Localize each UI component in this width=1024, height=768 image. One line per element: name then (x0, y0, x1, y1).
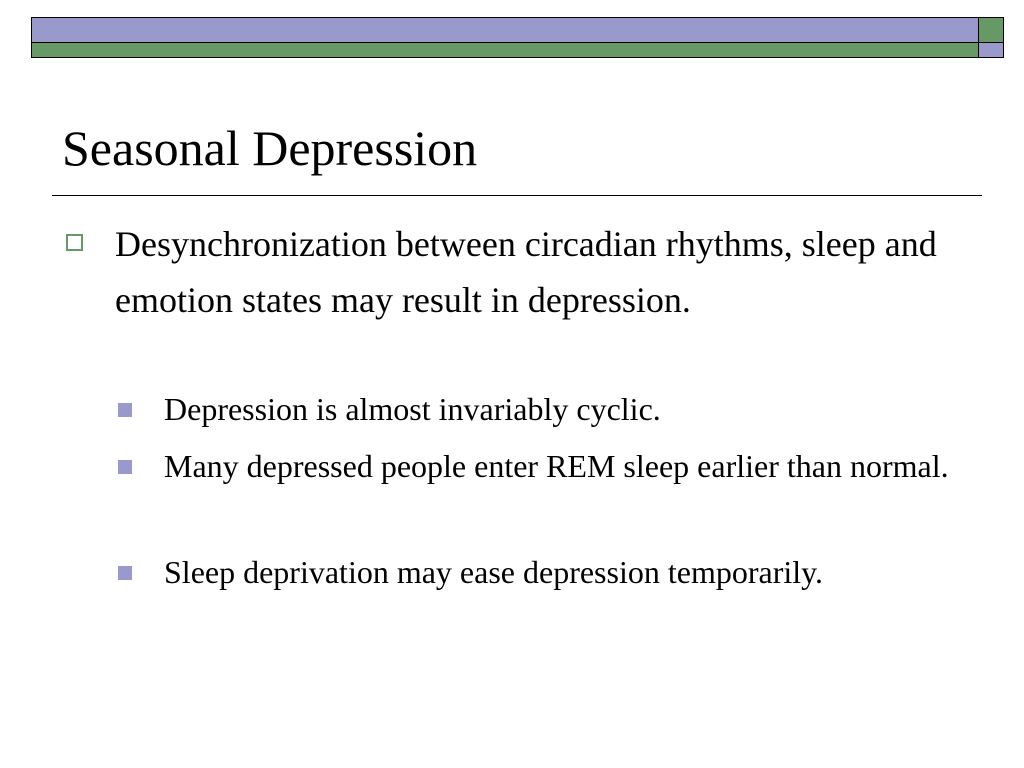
slide-title: Seasonal Depression (62, 120, 478, 176)
bullet-level2: Depression is almost invariably cyclic. (164, 391, 661, 427)
filled-square-bullet-icon (118, 403, 132, 417)
header-corner-top (978, 17, 1004, 43)
bullet-level2: Many depressed people enter REM sleep earlier than normal. (164, 448, 949, 484)
filled-square-bullet-icon (118, 460, 132, 474)
bullet-level1: Desynchronization between circadian rhythms, sleep and emotion states may result in depression. (115, 224, 937, 320)
header-bar-bottom (31, 42, 979, 58)
hollow-square-bullet-icon (66, 234, 83, 251)
header-bar-top (31, 17, 979, 43)
bullet-level2: Sleep deprivation may ease depression temporarily. (164, 554, 824, 590)
header-corner-bottom (978, 42, 1004, 58)
filled-square-bullet-icon (118, 566, 132, 580)
title-divider (52, 195, 982, 196)
